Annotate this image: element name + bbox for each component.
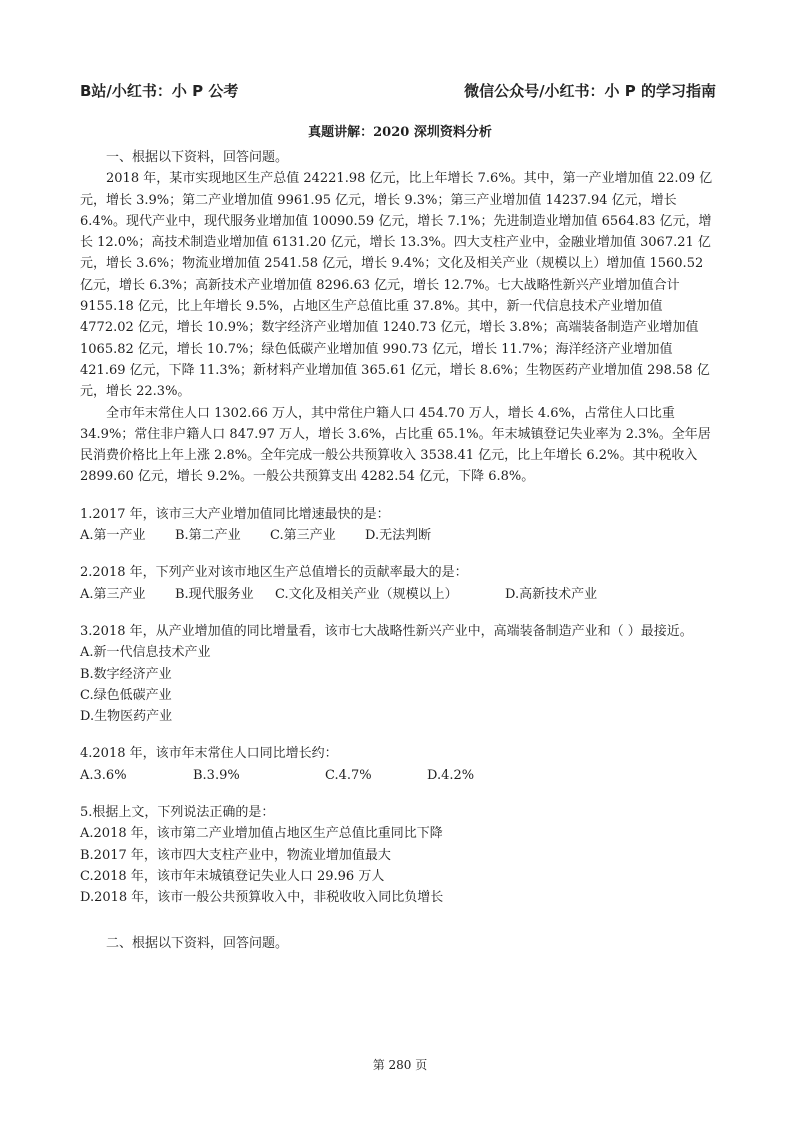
question-stem: 1.2017 年，该市三大产业增加值同比增速最快的是： [80,506,390,522]
material-paragraph-1: 2018 年，某市实现地区生产总值 24221.98 亿元，比上年增长 7.6%。其中，第一产业增加值 22.09 亿元，增长 3.9%；第二产业增加值 9961.95 亿元，增长 9.3%；第三产业增加值 14237.94 亿元，增长 6.4%。现代产业中，现代服务业增加值 10090.59 亿元，增长 7.1%；先进制造业增加值 6564.83 亿元，增长 12.0%；高技术制造业增加值 6131.20 亿元，增长 13.3%。四大支柱产业中，金融业增加值 3067.21 亿元，增长 3.6%；物流业增加值 2541.58 亿元，增长 9.4%；文化及相关产业（规模以上）增加值 1560.52 亿元，增长 6.3%；高新技术产业增加值 8296.63 亿元，增长 12.7%。七大战略性新兴产业增加值合计 9155.18 亿元，比上年增长 9.5%，占地区生产总值比重 37.8%。其中，新一代信息技术产业增加值 4772.02 亿元，增长 10.9%；数字经济产业增加值 1240.73 亿元，增长 3.8%；高端装备制造产业增加值 1065.82 亿元，增长 10.7%；绿色低碳产业增加值 990.73 亿元，增长 11.7%；海洋经济产业增加值 421.69 亿元，下降 11.3%；新材料产业增加值 365.61 亿元，增长 8.6%；生物医药产业增加值 298.58 亿元，增长 22.3%。 [80,171,713,400]
question-stem: 4.2018 年，该市年末常住人口同比增长约： [80,746,338,762]
option-a: A.3.6% [80,767,127,783]
header-left-text: B站/小红书：小 P 公考 [80,82,239,100]
option-d: D.无法判断 [365,528,432,544]
material-paragraph-2: 全市年末常住人口 1302.66 万人，其中常住户籍人口 454.70 万人，增长 4.6%，占常住人口比重 34.9%；常住非户籍人口 847.97 万人，增长 3.6%，占比重 65.1%。年末城镇登记失业率为 2.3%。全年居民消费价格比上年上涨 2.8%。全年完成一般公共预算收入 3538.41 亿元，比上年增长 6.2%。其中税收入 2899.60 亿元，增长 9.2%。一般公共预算支出 4282.54 亿元，下降 6.8%。 [80,405,711,485]
content-body [80,147,720,954]
question-1 [80,504,720,547]
option-c: C.第三产业 [270,528,336,544]
option-c: C.绿色低碳产业 [80,687,172,703]
option-c: C.4.7% [325,767,372,783]
option-a: A.第三产业 [80,586,146,602]
question-5 [80,802,720,908]
option-b: B.第二产业 [175,528,241,544]
option-c: C.文化及相关产业（规模以上） [275,586,458,602]
option-b: B.3.9% [193,767,240,783]
option-a: A.2018 年，该市第二产业增加值占地区生产总值比重同比下降 [80,826,443,842]
question-stem: 2.2018 年，下列产业对该市地区生产总值增长的贡献率最大的是： [80,565,468,581]
options-row [80,765,720,786]
options-row [80,584,720,605]
section2-heading: 二、根据以下资料，回答问题。 [106,935,289,951]
option-c: C.2018 年，该市年末城镇登记失业人口 29.96 万人 [80,868,385,884]
option-d: D.生物医药产业 [80,709,173,725]
question-2 [80,562,720,605]
option-d: D.高新技术产业 [505,586,598,602]
option-b: B.现代服务业 [175,586,254,602]
question-3 [80,621,720,727]
options-row [80,525,720,546]
option-d: D.2018 年，该市一般公共预算收入中，非税收收入同比负增长 [80,890,444,906]
option-b: B.2017 年，该市四大支柱产业中，物流业增加值最大 [80,847,391,863]
question-stem: 5.根据上文，下列说法正确的是： [80,805,275,821]
page-number: 第 280 页 [372,1058,428,1072]
question-stem: 3.2018 年，从产业增加值的同比增量看，该市七大战略性新兴产业中，高端装备制造产业和（ ）最接近。 [80,623,693,639]
page-title: 真题讲解：2020 深圳资料分析 [308,125,492,140]
header-right-text: 微信公众号/小红书：小 P 的学习指南 [464,82,716,100]
option-a: A.第一产业 [80,528,146,544]
option-b: B.数字经济产业 [80,666,172,682]
option-d: D.4.2% [427,767,475,783]
option-a: A.新一代信息技术产业 [80,645,211,661]
question-4 [80,743,720,786]
section1-heading: 一、根据以下资料，回答问题。 [106,150,289,165]
